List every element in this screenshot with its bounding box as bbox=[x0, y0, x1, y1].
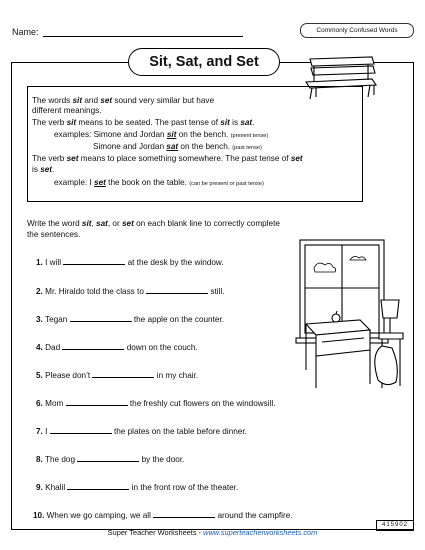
name-field[interactable] bbox=[43, 27, 243, 37]
answer-blank-5[interactable] bbox=[92, 369, 154, 378]
question-7: 7. I the plates on the table before dinner. bbox=[36, 427, 247, 436]
question-9: 9. Khalil in the front row of the theater. bbox=[36, 483, 239, 492]
footer: Super Teacher Worksheets - www.superteacherworksheets.com bbox=[107, 528, 318, 537]
info-line-1: The words sit and set sound very similar but have bbox=[32, 96, 215, 105]
worksheet-title: Sit, Sat, and Set bbox=[128, 48, 280, 76]
question-10: 10. When we go camping, we all around the campfire. bbox=[33, 511, 293, 520]
answer-blank-10[interactable] bbox=[153, 509, 215, 518]
info-line-2: different meanings. bbox=[32, 106, 102, 115]
question-2: 2. Mr. Hiraldo told the class to still. bbox=[36, 287, 225, 296]
worksheet-code: 415902 bbox=[376, 520, 414, 531]
footer-brand: Super Teacher Worksheets bbox=[107, 528, 197, 537]
question-8: 8. The dog by the door. bbox=[36, 455, 185, 464]
question-5: 5. Please don’t in my chair. bbox=[36, 371, 199, 380]
answer-blank-9[interactable] bbox=[67, 481, 129, 490]
instructions-line-1: Write the word sit, sat, or set on each blank line to correctly complete bbox=[27, 219, 280, 228]
answer-blank-7[interactable] bbox=[50, 425, 112, 434]
info-line-3: The verb sit means to be seated. The past tense of sit is sat. bbox=[32, 118, 255, 127]
question-4: 4. Dad down on the couch. bbox=[36, 343, 198, 352]
category-badge: Commonly Confused Words bbox=[300, 23, 414, 38]
question-1: 1. I will at the desk by the window. bbox=[36, 258, 224, 267]
question-6: 6. Mom the freshly cut flowers on the windowsill. bbox=[36, 399, 276, 408]
footer-url-link[interactable]: www.superteacherworksheets.com bbox=[203, 528, 318, 537]
name-row bbox=[12, 27, 243, 37]
answer-blank-8[interactable] bbox=[77, 453, 139, 462]
info-example-2: Simone and Jordan sat on the bench. (past tense) bbox=[93, 142, 262, 151]
instructions-line-2: the sentences. bbox=[27, 230, 81, 239]
name-label: Name: bbox=[12, 27, 39, 37]
info-example-3: example: I set the book on the table. (can be present or past tense) bbox=[54, 178, 264, 187]
answer-blank-1[interactable] bbox=[63, 256, 125, 265]
answer-blank-3[interactable] bbox=[70, 313, 132, 322]
info-line-7: is set. bbox=[32, 165, 55, 174]
question-3: 3. Tegan the apple on the counter. bbox=[36, 315, 224, 324]
answer-blank-4[interactable] bbox=[62, 341, 124, 350]
info-example-1: examples: Simone and Jordan sit on the bench. (present tense) bbox=[54, 130, 269, 139]
info-line-6: The verb set means to place something somewhere. The past tense of set bbox=[32, 154, 303, 163]
classroom-desk-illustration bbox=[286, 238, 408, 398]
answer-blank-2[interactable] bbox=[146, 285, 208, 294]
answer-blank-6[interactable] bbox=[66, 397, 128, 406]
